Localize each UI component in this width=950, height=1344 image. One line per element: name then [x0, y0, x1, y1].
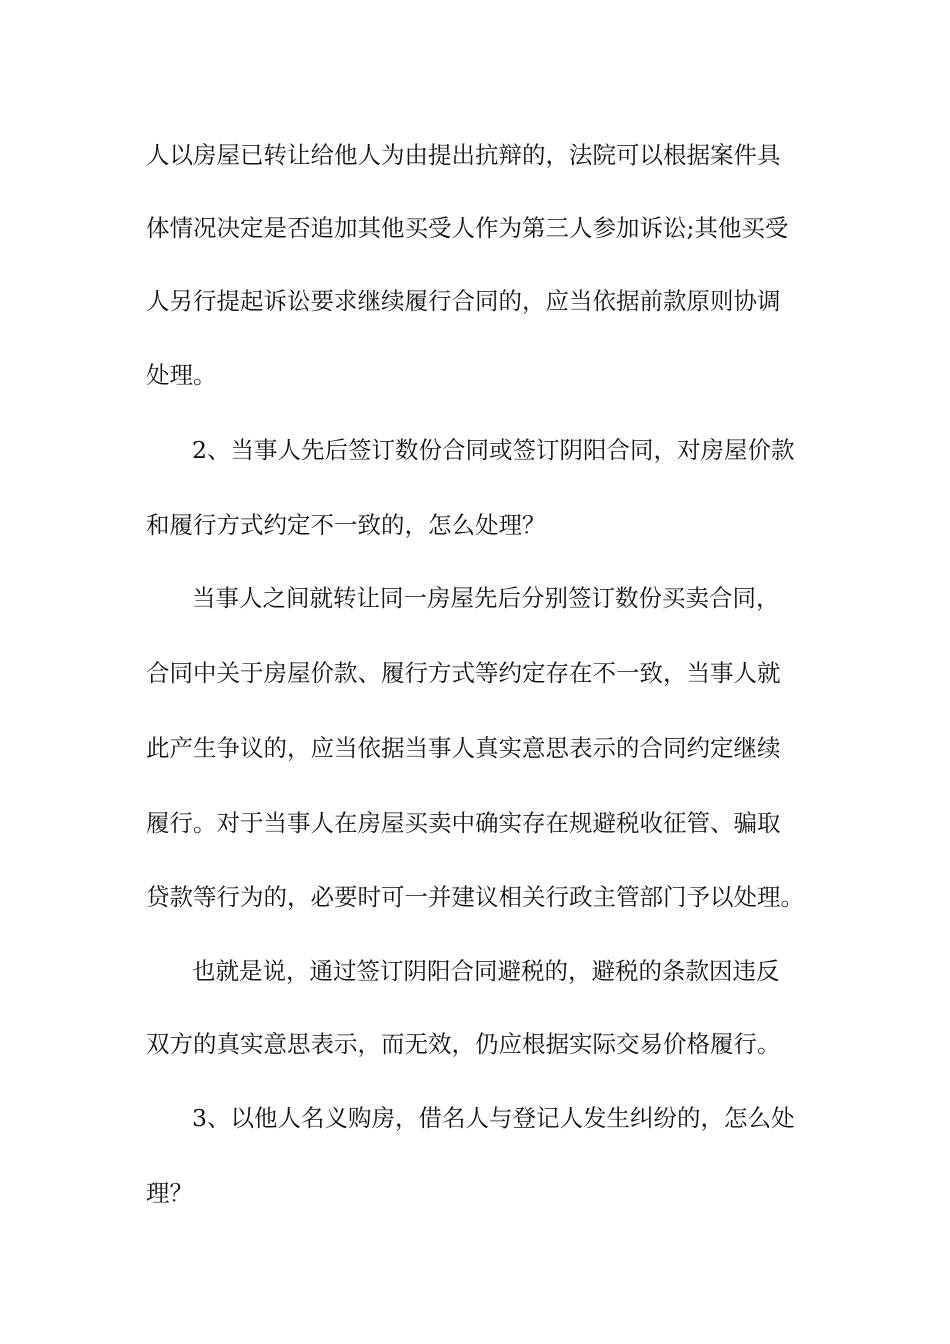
paragraph-line: 贷款等行为的，必要时可一并建议相关行政主管部门予以处理。	[146, 883, 804, 911]
paragraph-line: 处理。	[146, 361, 217, 389]
paragraph-line: 人以房屋已转让给他人为由提出抗辩的，法院可以根据案件具	[146, 141, 781, 169]
paragraph-line: 履行。对于当事人在房屋买卖中确实存在规避税收征管、骗取	[146, 809, 781, 837]
paragraph-line: 也就是说，通过签订阴阳合同避税的，避税的条款因违反	[192, 957, 780, 985]
question-heading-line: 3、以他人名义购房，借名人与登记人发生纠纷的，怎么处	[192, 1104, 795, 1132]
question-heading-line: 理？	[146, 1179, 193, 1207]
paragraph-line: 人另行提起诉讼要求继续履行合同的，应当依据前款原则协调	[146, 287, 781, 315]
paragraph-line: 双方的真实意思表示，而无效，仍应根据实际交易价格履行。	[146, 1030, 781, 1058]
paragraph-line: 当事人之间就转让同一房屋先后分别签订数份买卖合同，	[192, 584, 780, 612]
paragraph-line: 体情况决定是否追加其他买受人作为第三人参加诉讼;其他买受	[146, 214, 789, 242]
question-heading-line: 和履行方式约定不一致的，怎么处理？	[146, 511, 546, 539]
question-heading-line: 2、当事人先后签订数份合同或签订阴阳合同，对房屋价款	[192, 436, 795, 464]
paragraph-line: 此产生争议的，应当依据当事人真实意思表示的合同约定继续	[146, 734, 781, 762]
paragraph-line: 合同中关于房屋价款、履行方式等约定存在不一致，当事人就	[146, 659, 781, 687]
